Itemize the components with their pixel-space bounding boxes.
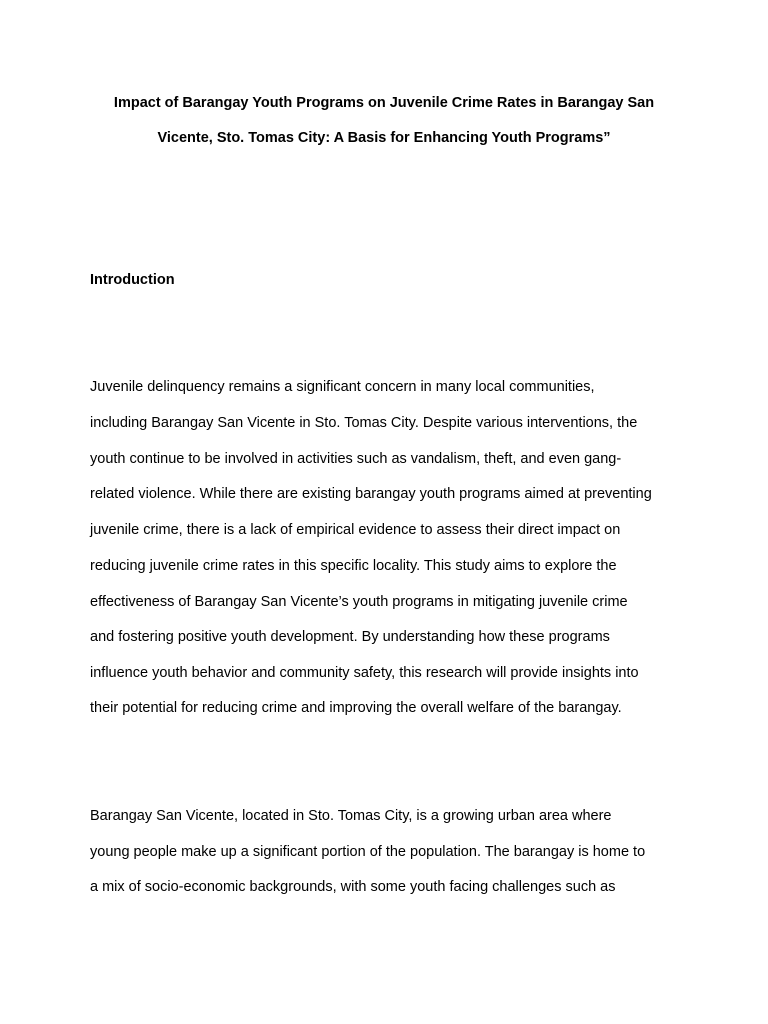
paragraph-1-line: including Barangay San Vicente in Sto. Tomas City. Despite various interventions, the xyxy=(90,415,638,431)
paragraph-1-line: related violence. While there are existing barangay youth programs aimed at preventing xyxy=(90,486,652,502)
paragraph-1-line: Juvenile delinquency remains a significant concern in many local communities, xyxy=(90,379,595,395)
paragraph-1-line: juvenile crime, there is a lack of empirical evidence to assess their direct impact on xyxy=(90,522,621,538)
document-title-line-2: Vicente, Sto. Tomas City: A Basis for Enhancing Youth Programs” xyxy=(157,130,611,146)
section-heading-introduction: Introduction xyxy=(90,272,175,288)
document-title-line-1: Impact of Barangay Youth Programs on Juvenile Crime Rates in Barangay San xyxy=(113,95,655,111)
paragraph-2-line: Barangay San Vicente, located in Sto. Tomas City, is a growing urban area where xyxy=(90,808,612,824)
paragraph-1-line: and fostering positive youth development. By understanding how these programs xyxy=(90,629,610,645)
paragraph-2-line: young people make up a significant portion of the population. The barangay is home to xyxy=(90,844,646,860)
paragraph-2-line: a mix of socio-economic backgrounds, with some youth facing challenges such as xyxy=(90,879,616,895)
paragraph-1-line: influence youth behavior and community safety, this research will provide insights into xyxy=(90,665,639,681)
paragraph-1-line: their potential for reducing crime and improving the overall welfare of the barangay. xyxy=(90,700,622,716)
paragraph-1-line: youth continue to be involved in activities such as vandalism, theft, and even gang- xyxy=(90,451,622,467)
paragraph-1-line: reducing juvenile crime rates in this specific locality. This study aims to explore the xyxy=(90,558,617,574)
paragraph-1-line: effectiveness of Barangay San Vicente’s youth programs in mitigating juvenile crime xyxy=(90,594,628,610)
